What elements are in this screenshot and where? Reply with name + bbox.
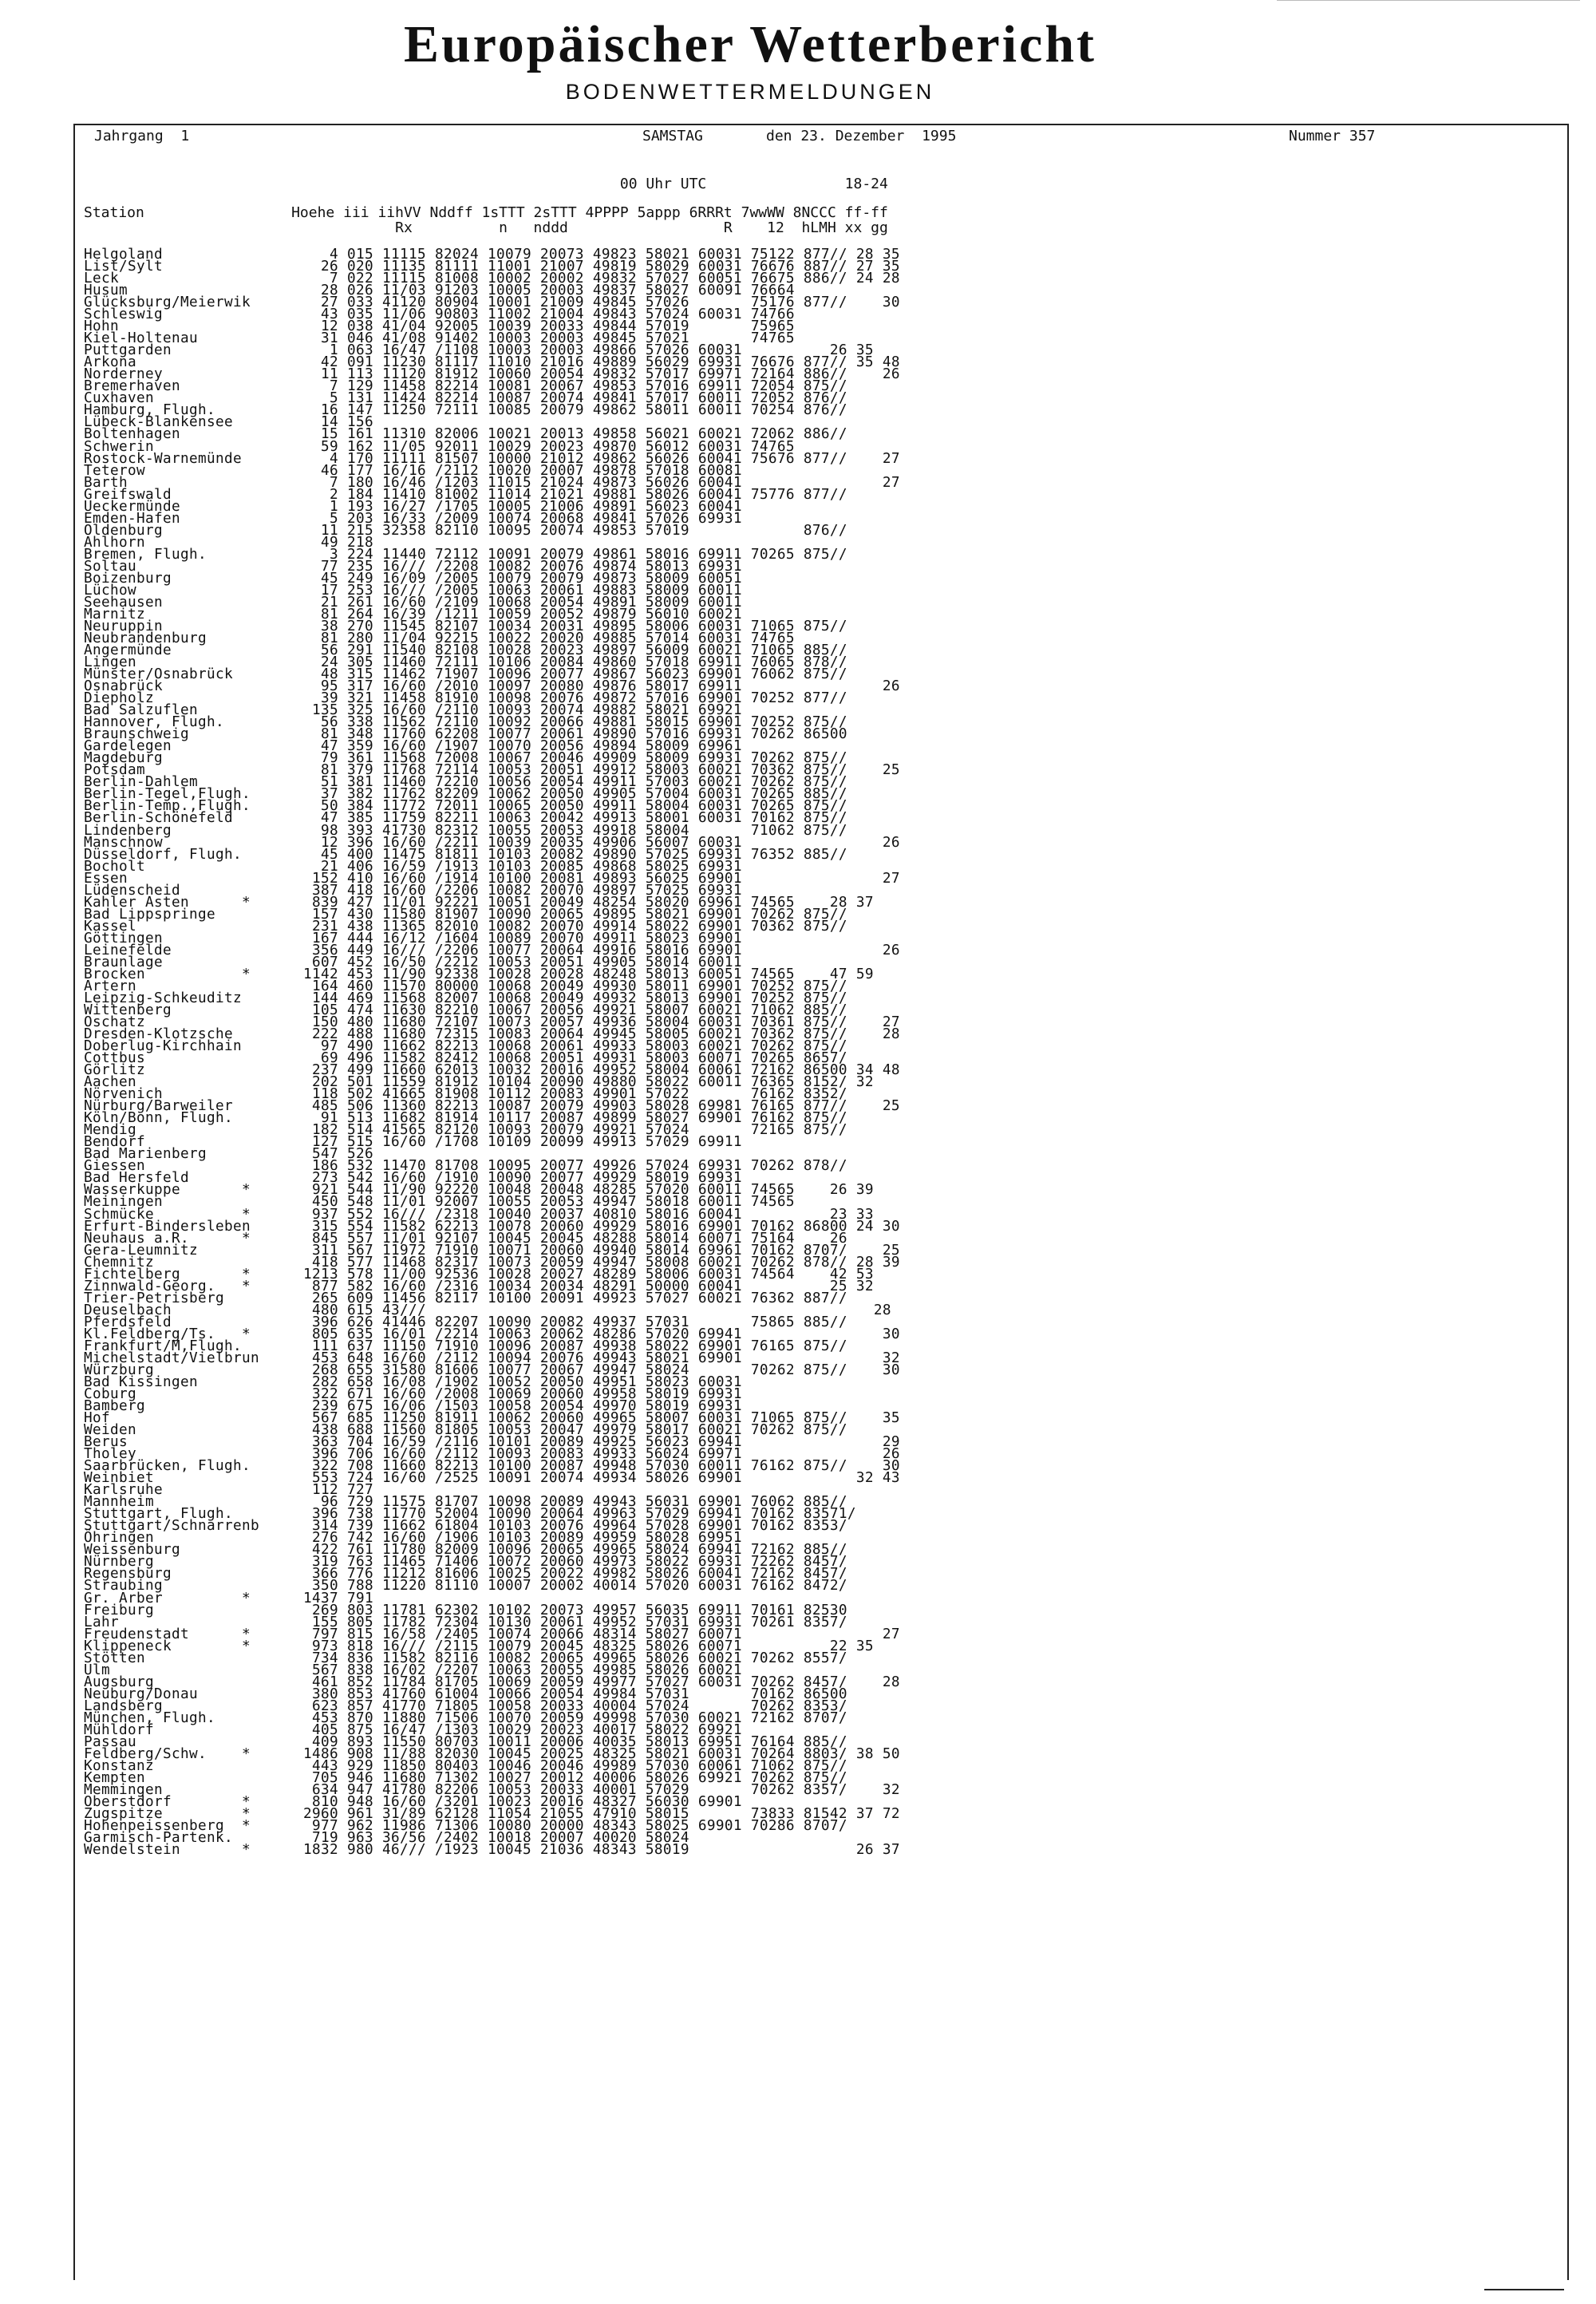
station-row: Boizenburg 45 249 16/09 /2005 10079 20079 49873 58009 60051 [84, 570, 742, 587]
station-row: München, Flugh. 453 870 11880 71506 10070 20059 49998 57030 60021 72162 8707/ [84, 1709, 847, 1726]
station-row: Osnabrück 95 317 16/60 /2010 10097 20080 49876 58017 69911 26 [84, 678, 900, 695]
station-row: Regensburg 366 776 11212 81606 10025 20022 49982 58026 60041 72162 8457/ [84, 1566, 847, 1583]
station-row: Freiburg 269 803 11781 62302 10102 20073 49957 56035 69911 70161 82530 [84, 1602, 847, 1618]
bottom-rule [1484, 2289, 1564, 2290]
column-header-1: Station Hoehe iii iihVV Nddff 1sTTT 2sTTT 4PPPP 5appp 6RRRt 7wwWW 8NCCC ff-ff [84, 204, 888, 221]
station-row: Soltau 77 235 16/// /2208 10082 20076 49874 58013 69931 [84, 558, 742, 575]
station-row: Kahler Asten * 839 427 11/01 92221 10051 20049 48254 58020 69961 74565 28 37 [84, 894, 874, 911]
station-row: Aachen 202 501 11559 81912 10104 20090 49880 58022 60011 76365 8152/ 32 [84, 1074, 874, 1091]
station-row: Wendelstein * 1832 980 46/// /1923 10045 21036 48343 58019 26 37 [84, 1842, 900, 1859]
station-row: Hamburg, Flugh. 16 147 11250 72111 10085 20079 49862 58011 60011 70254 876// [84, 402, 847, 419]
station-row: Magdeburg 79 361 11568 72008 10067 20046 49909 58009 69931 70262 875// [84, 750, 847, 767]
station-row: Neubrandenburg 81 280 11/04 92215 10022 20020 49885 57014 60031 74765 [84, 630, 795, 646]
station-row: Rostock-Warnemünde 4 170 11111 81507 10000 21012 49862 56026 60041 75676 877// 27 [84, 450, 900, 467]
station-row: Bad Marienberg 547 526 [84, 1146, 373, 1163]
station-row: Stötten 734 836 11582 82116 10082 20065 49965 58026 60021 70262 8557/ [84, 1650, 847, 1666]
station-row: Essen 152 410 16/60 /1914 10100 20081 49893 56025 69901 27 [84, 870, 900, 887]
station-row: Kassel 231 438 11365 82010 10082 20070 49914 58022 69901 70362 875// [84, 918, 847, 935]
station-row: Meiningen 450 548 11/01 92007 10055 20053 49947 58018 60011 74565 [84, 1194, 795, 1211]
station-row: Arkona 42 091 11230 81117 11010 21016 49889 56029 69931 76676 877// 35 48 [84, 354, 900, 371]
station-row: List/Sylt 26 020 11135 81111 11001 21007 49819 58029 60031 76676 887// 27 35 [84, 259, 900, 275]
station-row: Lüdenscheid 387 418 16/60 /2206 10082 20070 49897 57025 69931 [84, 882, 742, 899]
page-title: Europäischer Wetterbericht [403, 15, 1097, 73]
station-row: Michelstadt/Vielbrun 453 648 16/60 /2112 10094 20076 49943 58021 69901 32 [84, 1350, 900, 1366]
station-row: Coburg 322 671 16/60 /2008 10069 20060 49958 58019 69931 [84, 1385, 742, 1402]
station-row: Bad Kissingen 282 658 16/08 /1902 10052 20050 49951 58023 60031 [84, 1373, 742, 1390]
station-row: Tholey 396 706 16/60 /2112 10093 20083 49933 56024 69971 26 [84, 1446, 900, 1463]
station-row: Brocken * 1142 453 11/90 92338 10028 20028 48248 58013 60051 74565 47 59 [84, 966, 874, 982]
station-row: Artern 164 460 11570 80000 10068 20049 49930 58011 69901 70252 875// [84, 978, 847, 994]
station-row: Lübeck-Blankensee 14 156 [84, 414, 373, 431]
station-row: Kempten 705 946 11680 71302 10027 20012 40006 58026 69921 70262 875// [84, 1769, 847, 1786]
issue-number: Nummer 357 [1289, 128, 1376, 144]
station-row: Bad Hersfeld 273 542 16/60 /1910 10090 20077 49929 58019 69931 [84, 1170, 742, 1187]
station-row: Dresden-Klotzsche 222 488 11680 72315 10083 20064 49945 58005 60021 70362 875// 28 [84, 1026, 900, 1043]
station-row: Seehausen 21 261 16/60 /2109 10068 20054 49891 58009 60011 [84, 594, 742, 611]
station-row: Lingen 24 305 11460 72111 10106 20084 49860 57018 69911 76065 878// [84, 654, 847, 671]
station-row: Hannover, Flugh. 56 338 11562 72110 10092 20066 49881 58015 69901 70252 875// [84, 714, 847, 731]
station-row: Bremen, Flugh. 3 224 11440 72112 10091 20079 49861 58016 69911 70265 875// [84, 546, 847, 563]
station-row: Saarbrücken, Flugh. 322 708 11660 82213 10100 20087 49948 57030 60011 76162 875// 30 [84, 1458, 900, 1475]
station-row: Klippeneck * 973 818 16/// /2115 10079 20045 48325 58026 60071 22 35 [84, 1638, 874, 1654]
station-row: Teterow 46 177 16/16 /2112 10020 20007 49878 57018 60081 [84, 462, 742, 479]
station-row: Ueckermünde 1 193 16/27 /1705 10005 21006 49891 56023 60041 [84, 498, 742, 515]
corner-mark [1277, 0, 1580, 4]
station-row: Barth 7 180 16/46 /1203 11015 21024 49873 56026 60041 27 [84, 474, 900, 491]
station-row: Nörvenich 118 502 41665 81908 10112 20083 49901 57022 76162 8352/ [84, 1086, 847, 1103]
station-row: Karlsruhe 112 727 [84, 1482, 373, 1499]
station-row: Leck 7 022 11115 81008 10002 20002 49832 57027 60051 76675 886// 24 28 [84, 271, 900, 287]
station-row: Passau 409 893 11550 80703 10011 20006 40035 58013 69951 76164 885// [84, 1733, 847, 1750]
station-row: Memmingen 634 947 41780 82206 10053 20033 40001 57029 70262 8357/ 32 [84, 1782, 900, 1798]
station-row: Neuruppin 38 270 11545 82107 10034 20031 49895 58006 60031 71065 875// [84, 618, 847, 634]
station-row: Görlitz 237 499 11660 62013 10032 20016 49952 58004 60061 72162 86500 34 48 [84, 1062, 900, 1079]
station-row: Stuttgart, Flugh. 396 738 11770 52004 10090 20064 49963 57029 69941 70162 83571/ [84, 1506, 856, 1523]
station-row: Cuxhaven 5 131 11424 82214 10087 20074 49841 57017 60011 72052 876// [84, 390, 847, 407]
station-row: Greifswald 2 184 11410 81002 11014 21021 49881 58026 60041 75776 877// [84, 486, 847, 503]
station-row: Boltenhagen 15 161 11310 82006 10021 20013 49858 56021 60021 72062 886// [84, 426, 847, 443]
station-row: Ahlhorn 49 218 [84, 534, 373, 551]
station-row: Potsdam 81 379 11768 72114 10053 20051 49912 58003 60021 70362 875// 25 [84, 762, 900, 779]
station-row: Chemnitz 418 577 11468 82317 10073 20059 49947 58008 60021 70262 878// 28 39 [84, 1254, 900, 1271]
station-row: Hohn 12 038 41/04 92005 10039 20033 49844 57019 75965 [84, 318, 795, 335]
station-row: Bad Lippspringe 157 430 11580 81907 10090 20065 49895 58021 69901 70262 875// [84, 906, 847, 923]
station-row: Frankfurt/M,Flugh. 111 637 11150 71910 10096 20087 49938 58022 69901 76165 875// [84, 1338, 847, 1354]
station-row: Öhringen 276 742 16/60 /1906 10103 20089 49959 58028 69951 [84, 1530, 742, 1547]
station-row: Berlin-Tegel,Flugh. 37 382 11762 82209 10062 20050 49905 57004 60031 70265 885// [84, 786, 847, 803]
station-row: Husum 28 026 11/03 91203 10005 20003 49837 58027 60091 76664 [84, 283, 795, 299]
station-row: Feldberg/Schw. * 1486 908 11/88 82030 10045 20025 48325 58021 60031 70264 8803/ 38 50 [84, 1745, 900, 1762]
station-row: Emden-Hafen 5 203 16/33 /2009 10074 20068 49841 57026 69931 [84, 510, 742, 527]
station-row: Köln/Bonn, Flugh. 91 513 11682 81914 10117 20087 49899 58027 69901 76162 875// [84, 1110, 847, 1127]
station-row: Berlin-Schönefeld 47 385 11759 82211 10063 20042 49913 58001 60031 70162 875// [84, 810, 847, 827]
station-row: Pferdsfeld 396 626 41446 82207 10090 20082 49937 57031 75865 885// [84, 1314, 847, 1330]
station-row: Doberlug-Kirchhain 97 490 11662 82213 10068 20061 49933 58003 60021 70262 875// [84, 1038, 847, 1055]
station-row: Helgoland 4 015 11115 82024 10079 20073 49823 58021 60031 75122 877// 28 35 [84, 247, 900, 263]
station-row: Leipzig-Schkeuditz 144 469 11568 82007 10068 20049 49932 58013 69901 70252 875// [84, 990, 847, 1006]
station-row: Zinnwald-Georg. * 877 582 16/60 /2316 10034 20034 48291 50000 60041 25 32 [84, 1278, 874, 1294]
station-row: Oschatz 150 480 11680 72107 10073 20057 49936 58004 60031 70361 875// 27 [84, 1014, 900, 1030]
station-row: Düsseldorf, Flugh. 45 400 11475 81811 10103 20082 49890 57025 69931 76352 885// [84, 846, 847, 863]
station-row: Mendig 182 514 41565 82120 10093 20079 49921 57024 72165 875// [84, 1122, 847, 1139]
station-row: Freudenstadt * 797 815 16/58 /2405 10074 20066 48314 58027 60071 27 [84, 1626, 900, 1642]
station-row: Bremerhaven 7 129 11458 82214 10081 20067 49853 57016 69911 72054 875// [84, 378, 847, 395]
station-row: Hohenpeissenberg * 977 962 11986 71306 10080 20000 48343 58025 69901 70286 8707/ [84, 1818, 847, 1835]
page-subtitle: BODENWETTERMELDUNGEN [565, 80, 935, 104]
station-row: Giessen 186 532 11470 81708 10095 20077 49926 57024 69931 70262 878// [84, 1158, 847, 1175]
station-row: Garmisch-Partenk. 719 963 36/56 /2402 10018 20007 40020 58024 [84, 1830, 689, 1847]
column-header-2: Rx n nddd R 12 hLMH xx gg [84, 219, 888, 236]
station-row: Nürburg/Barweiler 485 506 11360 82213 10087 20079 49903 58028 69981 76165 877// 25 [84, 1098, 900, 1115]
station-row: Bocholt 21 406 16/59 /1913 10103 20085 49868 58025 69931 [84, 858, 742, 875]
station-row: Wasserkuppe * 921 544 11/90 92220 10048 20048 48285 57020 60011 74565 26 39 [84, 1182, 874, 1199]
station-row: Stuttgart/Schnarrenb 314 739 11662 61804 10103 20076 49964 57028 69901 70162 8353/ [84, 1518, 847, 1535]
station-row: Schmücke * 937 552 16/// /2318 10040 20037 40810 58016 60041 23 33 [84, 1206, 874, 1223]
time-header: 00 Uhr UTC 18-24 [84, 176, 888, 192]
station-row: Puttgarden 1 063 16/47 /1108 10003 20003 49866 57026 60031 26 35 [84, 342, 874, 359]
station-row: Bamberg 239 675 16/06 /1503 10058 20054 49970 58019 69931 [84, 1398, 742, 1414]
station-row: Hof 567 685 11250 81911 10062 20060 49965 58007 60031 71065 875// 35 [84, 1410, 900, 1427]
station-row: Diepholz 39 321 11458 81910 10098 20076 49872 57016 69901 70252 877// [84, 690, 847, 707]
station-row: Konstanz 443 929 11850 80403 10046 20046 49989 57030 60061 71062 875// [84, 1757, 847, 1774]
station-row: Gardelegen 47 359 16/60 /1907 10070 20056 49894 58009 69961 [84, 738, 742, 755]
station-row: Berlin-Dahlem 51 381 11460 72210 10056 20054 49911 57003 60021 70262 875// [84, 774, 847, 791]
station-row: Glücksburg/Meierwik 27 033 41120 80904 10001 21009 49845 57026 75176 877// 30 [84, 294, 900, 311]
station-row: Straubing 350 788 11220 81110 10007 20002 40014 57020 60031 76162 8472/ [84, 1578, 847, 1595]
station-row: Trier-Petrisberg 265 609 11456 82117 10100 20091 49923 57027 60021 76362 887// [84, 1290, 847, 1306]
station-row: Schwerin 59 162 11/05 92011 10029 20023 49870 56012 60031 74765 [84, 438, 795, 455]
station-row: Leinefelde 356 449 16/// /2206 10077 20064 49916 58016 69901 26 [84, 942, 900, 958]
station-row: Wittenberg 105 474 11630 82210 10067 20056 49921 58007 60021 71062 885// [84, 1002, 847, 1018]
station-row: Münster/Osnabrück 48 315 11462 71907 10096 20077 49867 56023 69901 76062 875// [84, 666, 847, 683]
station-row: Weiden 438 688 11560 81805 10053 20047 49979 58017 60021 70262 875// [84, 1422, 847, 1439]
station-row: Deuselbach 480 615 43/// 28 [84, 1302, 891, 1318]
station-row: Landsberg 623 857 41770 71805 10058 20033 40004 57024 70262 8353/ [84, 1697, 847, 1714]
station-row: Nürnberg 319 763 11465 71406 10072 20060 49973 58022 69931 72262 8457/ [84, 1554, 847, 1571]
station-row: Berlin-Temp.,Flugh. 50 384 11772 72011 10065 20050 49911 58004 60031 70265 875// [84, 798, 847, 815]
station-row: Manschnow 12 396 16/60 /2211 10039 20035 49906 56007 60031 26 [84, 834, 900, 851]
station-row: Bendorf 127 515 16/60 /1708 10109 20099 49913 57029 69911 [84, 1134, 742, 1151]
station-row: Weissenburg 422 761 11780 82009 10096 20065 49965 58024 69941 72162 885// [84, 1542, 847, 1559]
station-row: Lindenberg 98 393 41730 82312 10055 20053 49918 58004 71062 875// [84, 822, 847, 839]
station-row: Fichtelberg * 1213 578 11/00 92536 10028 20027 48289 58006 60031 74564 42 53 [84, 1266, 874, 1282]
station-row: Neuburg/Donau 380 853 41760 61004 10066 20054 49984 57031 70162 86500 [84, 1686, 847, 1702]
station-row: Mühldorf 405 875 16/47 /1303 10029 20023 40017 58022 69921 [84, 1721, 742, 1738]
station-table [84, 247, 900, 1859]
station-row: Lüchow 17 253 16/// /2005 10063 20061 49883 58009 60011 [84, 582, 742, 599]
station-row: Bad Salzuflen 135 325 16/60 /2110 10093 20074 49882 58021 69921 [84, 702, 742, 719]
date-label: den 23. Dezember 1995 [766, 128, 957, 144]
station-row: Erfurt-Bindersleben 315 554 11582 62213 10078 20060 49929 58016 69901 70162 86800 24 30 [84, 1218, 900, 1235]
station-row: Gera-Leumnitz 311 567 11972 71910 10071 20060 49940 58014 69961 70162 8707/ 25 [84, 1242, 900, 1259]
station-row: Norderney 11 113 11120 81912 10060 20054 49832 57017 69971 72164 886// 26 [84, 366, 900, 383]
station-row: Braunlage 607 452 16/50 /2212 10053 20051 49905 58014 60011 [84, 954, 742, 970]
station-row: Gr. Arber * 1437 791 [84, 1590, 373, 1606]
station-row: Berus 363 704 16/59 /2116 10101 20089 49925 56023 69941 29 [84, 1434, 900, 1451]
station-row: Cottbus 69 496 11582 82412 10068 20051 49931 58003 60071 70265 8657/ [84, 1050, 847, 1067]
station-row: Neuhaus a.R. * 845 557 11/01 92107 10045 20045 48288 58014 60071 75164 26 [84, 1230, 847, 1247]
station-row: Angermünde 56 291 11540 82108 10028 20023 49897 56009 60021 71065 885// [84, 642, 847, 659]
station-row: Oldenburg 11 215 32358 82110 10095 20074 49853 57019 876// [84, 522, 847, 539]
station-row: Weinbiet 553 724 16/60 /2525 10091 20074 49934 58026 69901 32 43 [84, 1470, 900, 1487]
station-row: Augsburg 461 852 11784 81705 10069 20059 49977 57027 60031 70262 8457/ 28 [84, 1674, 900, 1690]
station-row: Lahr 155 805 11782 72304 10130 20061 49952 57031 69931 70261 8357/ [84, 1614, 847, 1630]
station-row: Oberstdorf * 810 948 16/60 /3201 10023 20016 48327 56030 69901 [84, 1794, 742, 1811]
station-row: Mannheim 96 729 11575 81707 10098 20089 49943 56031 69901 76062 885// [84, 1494, 847, 1511]
station-row: Würzburg 268 655 31580 81606 10077 20067 49947 58024 70262 875// 30 [84, 1361, 900, 1378]
station-row: Kl.Feldberg/Ts. * 805 635 16/01 /2214 10063 20062 48286 57020 69941 30 [84, 1326, 900, 1342]
volume-label: Jahrgang 1 [94, 128, 190, 144]
station-row: Kiel-Holtenau 31 046 41/08 91402 10003 20003 49845 57021 74765 [84, 330, 795, 347]
station-row: Schleswig 43 035 11/06 90803 11002 21004 49843 57024 60031 74766 [84, 306, 795, 323]
station-row: Ulm 567 838 16/02 /2207 10063 20055 49985 58026 60021 [84, 1662, 742, 1678]
day-label: SAMSTAG [642, 128, 703, 144]
station-row: Braunschweig 81 348 11760 62208 10077 20061 49890 57016 69931 70262 86500 [84, 726, 847, 743]
station-row: Marnitz 81 264 16/39 /1211 10059 20052 49879 56010 60021 [84, 606, 742, 622]
station-row: Göttingen 167 444 16/12 /1604 10089 20070 49911 58023 69901 [84, 930, 742, 946]
station-row: Zugspitze * 2960 961 31/89 62128 11054 21055 47910 58015 73833 81542 37 72 [84, 1806, 900, 1823]
